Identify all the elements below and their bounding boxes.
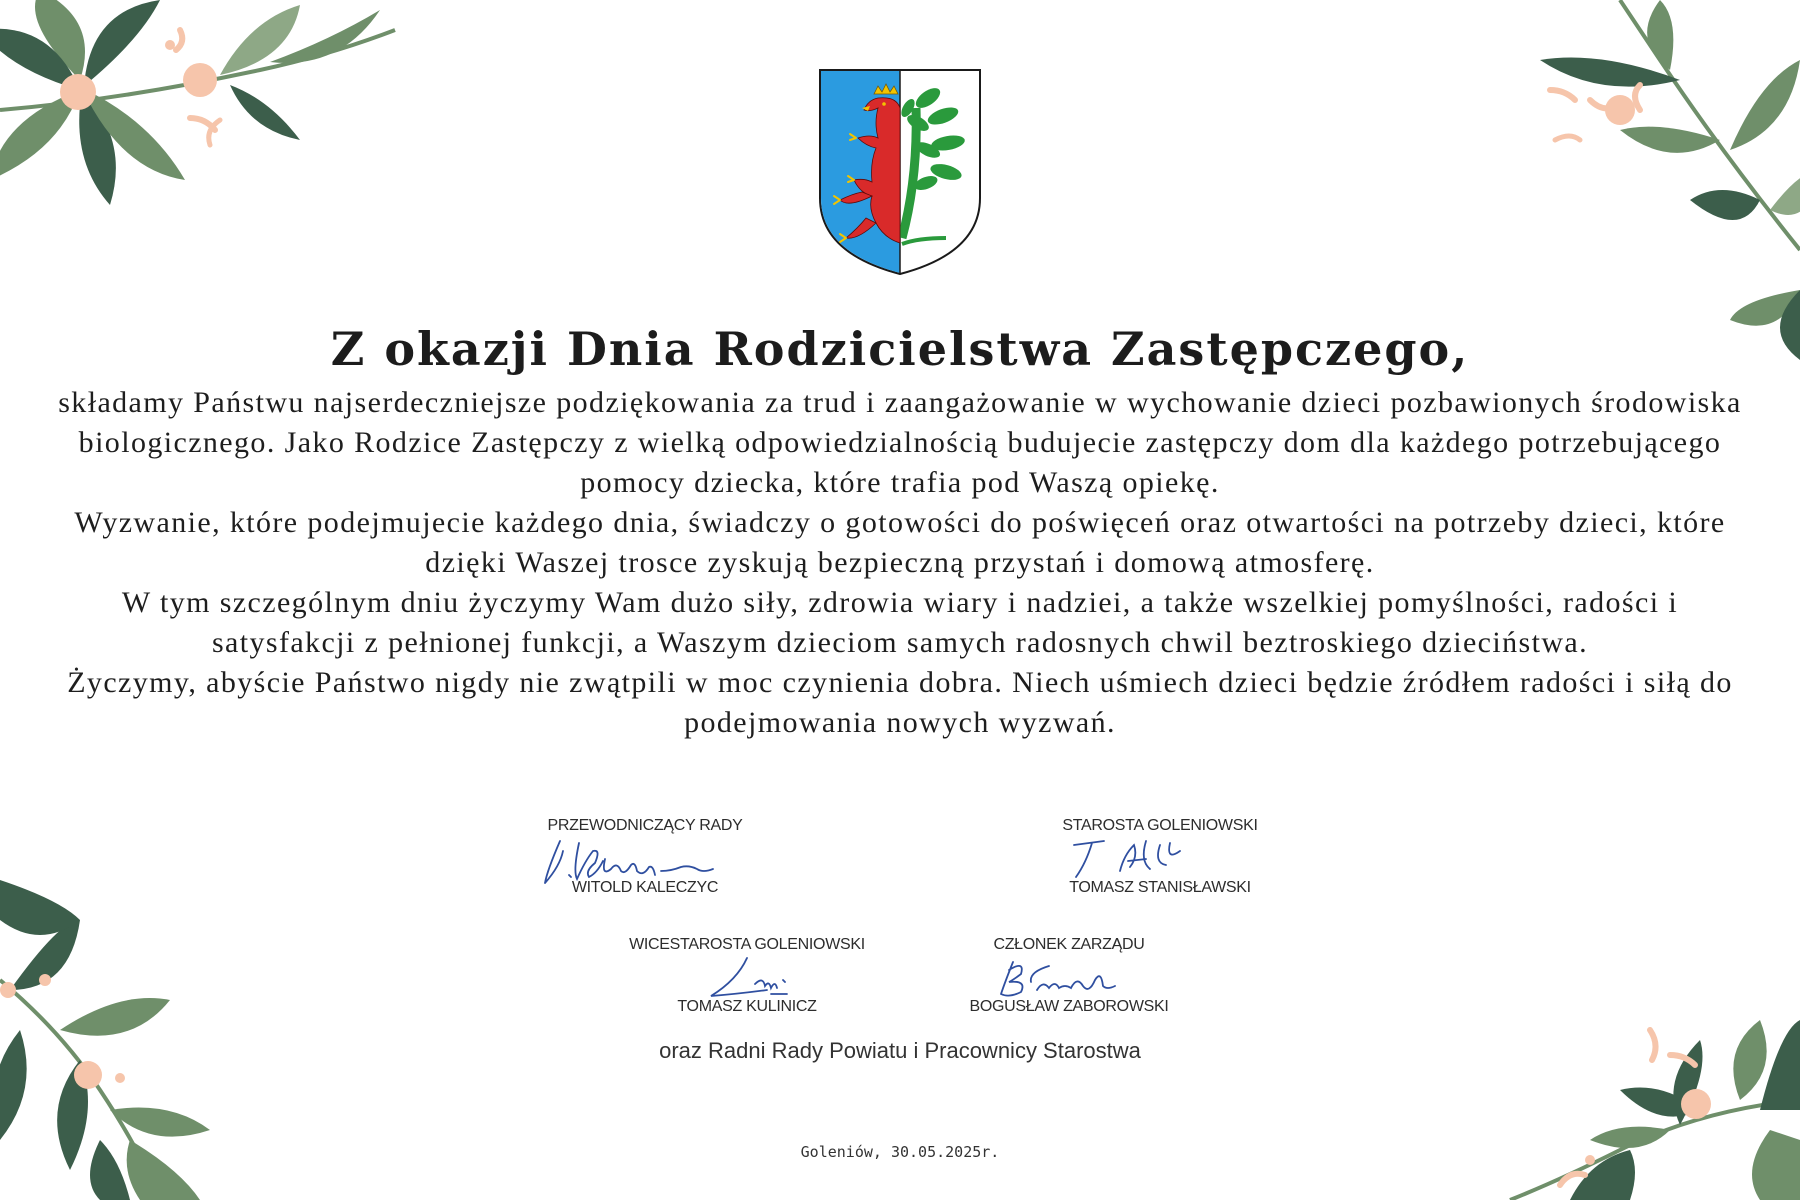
signature-block-board-member <box>909 936 1229 1026</box>
place-and-date: Goleniów, 30.05.2025r. <box>800 1143 1000 1161</box>
leaf-decoration-bottom-right <box>1440 960 1800 1200</box>
signature-block-chairman <box>485 817 805 907</box>
signature-name: TOMASZ STANISŁAWSKI <box>1069 879 1251 896</box>
signature-role: CZŁONEK ZARZĄDU <box>993 936 1145 953</box>
greeting-paragraph: Życzymy, abyście Państwo nigdy nie zwątpili w moc czynienia dobra. Niech uśmiech dzieci będzie źródłem radości i siłą do podejmowania nowych wyzwań. <box>67 666 1733 739</box>
signature-name: TOMASZ KULINICZ <box>677 998 817 1015</box>
signature-role: PRZEWODNICZĄCY RADY <box>547 817 743 834</box>
leaf-decoration-top-left <box>0 0 420 210</box>
greeting-paragraph: W tym szczególnym dniu życzymy Wam dużo siły, zdrowia wiary i nadziei, a także wszelkiej pomyślności, radości i satysfakcji z pełnionej funkcji, a Waszym dzieciom samych radosnych chwil beztroskiego dzieciństwa. <box>121 586 1679 659</box>
coat-of-arms-icon <box>818 68 982 276</box>
document-title: Z okazji Dnia Rodzicielstwa Zastępczego, <box>330 322 1470 376</box>
greeting-paragraph: Wyzwanie, które podejmujecie każdego dnia, świadczy o gotowości do poświęceń oraz otwartości na potrzeby dzieci, które dzięki Waszej trosce zyskują bezpieczną przystań i domową atmosferę. <box>74 506 1726 579</box>
signature-name: BOGUSŁAW ZABOROWSKI <box>969 998 1169 1015</box>
closing-line: oraz Radni Rady Powiatu i Pracownicy Starostwa <box>659 1038 1141 1063</box>
signature-block-starost <box>1000 817 1320 907</box>
signature-name: WITOLD KALECZYC <box>571 879 719 896</box>
signature-block-vice-starost <box>587 936 907 1026</box>
greeting-paragraph: składamy Państwu najserdeczniejsze podziękowania za trud i zaangażowanie w wychowanie dzieci pozbawionych środowiska biologicznego. Jako Rodzice Zastępczy z wielką odpowiedzialnością budujecie zastępczy dom dla każdego potrzebującego pomocy dziecka, które trafia pod Waszą opiekę. <box>58 386 1742 499</box>
signature-role: WICESTAROSTA GOLENIOWSKI <box>629 936 865 953</box>
greeting-body <box>50 383 1750 743</box>
leaf-decoration-top-right <box>1520 0 1800 360</box>
signature-role: STAROSTA GOLENIOWSKI <box>1062 817 1258 834</box>
